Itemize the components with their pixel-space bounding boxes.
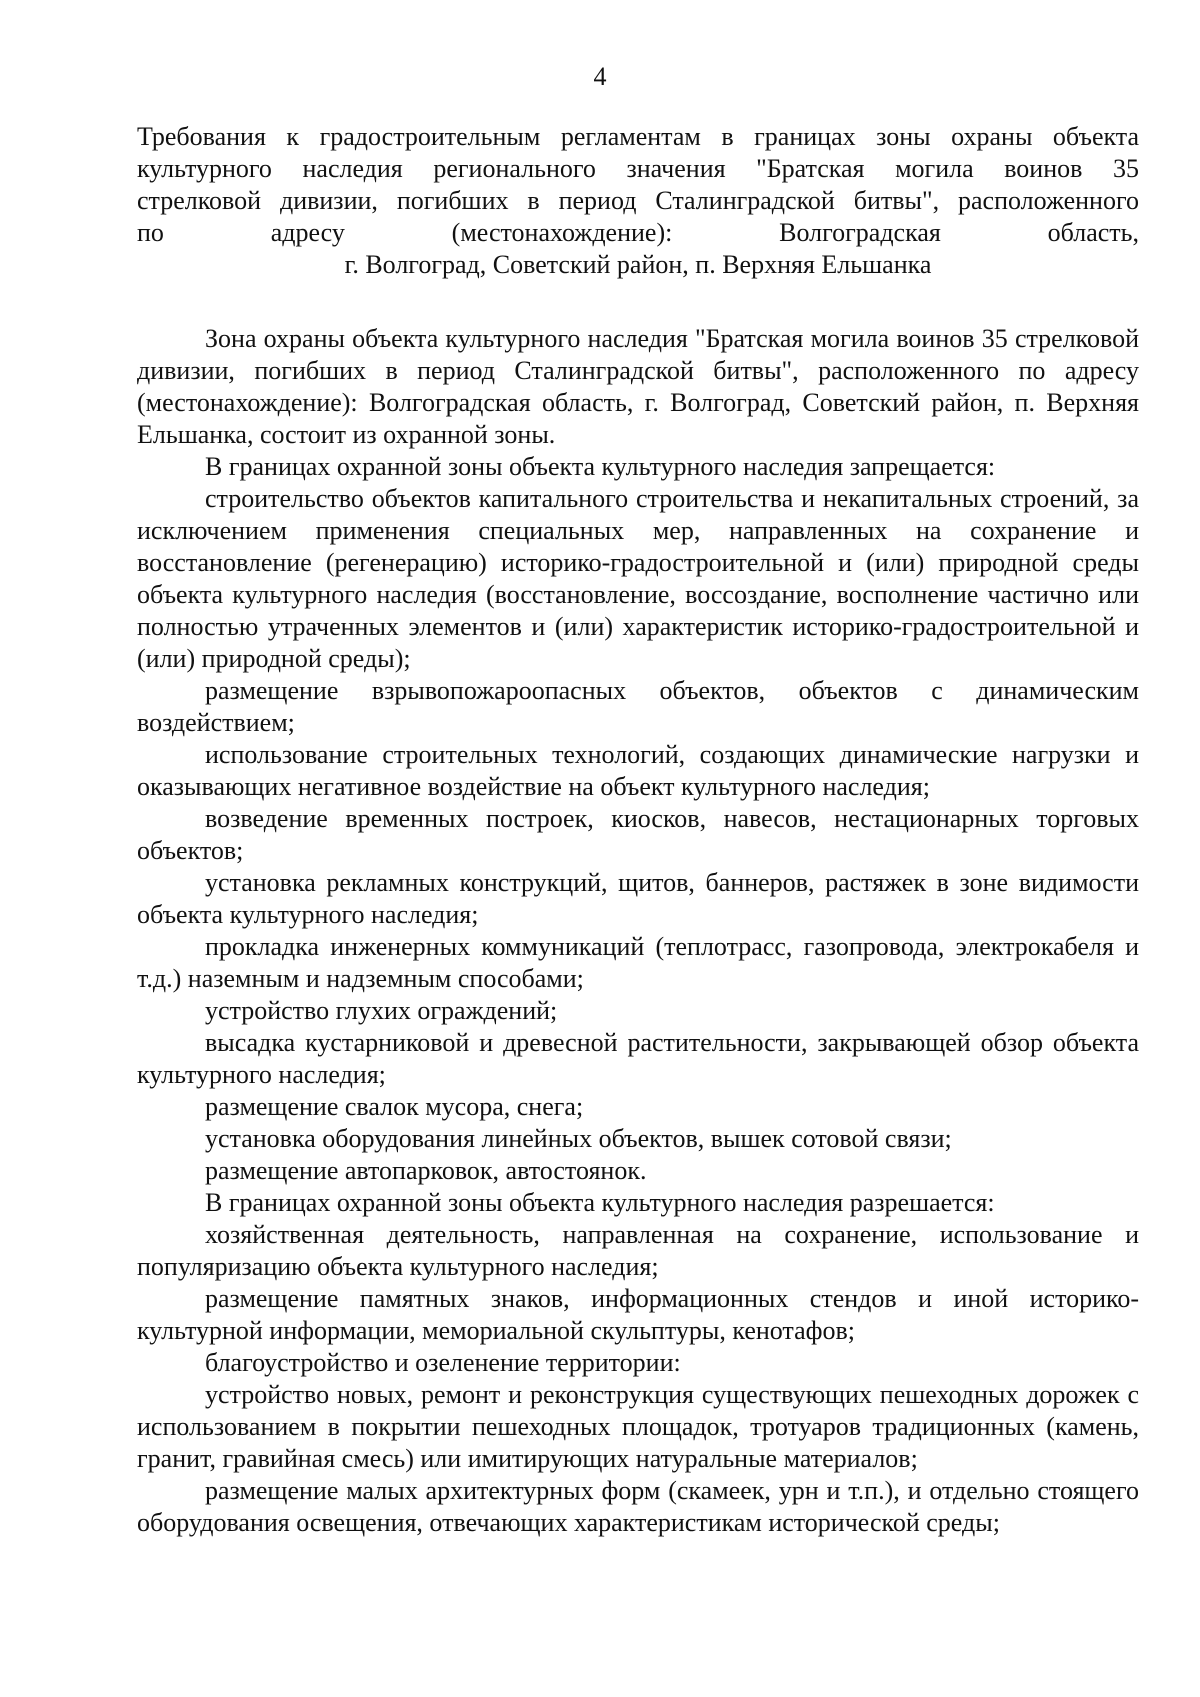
heading-line: Требования к градостроительным регламентам в границах зоны охраны объекта	[137, 122, 1139, 151]
document-content	[137, 121, 1139, 1539]
paragraph-list-item: использование строительных технологий, создающих динамические нагрузки и оказывающих негативное воздействие на объект культурного наследия;	[137, 740, 1139, 801]
paragraph-list-item: установка рекламных конструкций, щитов, баннеров, растяжек в зоне видимости объекта культурного наследия;	[137, 868, 1139, 929]
paragraph-zone-composition: Зона охраны объекта культурного наследия "Братская могила воинов 35 стрелковой дивизии, погибших в период Сталинградской битвы", расположенного по адресу (местонахождение): Волгоградская область, г. Волгоград, Советский район, п. Верхняя Ельшанка, состоит из охранной зоны.	[137, 324, 1139, 449]
paragraph-list-item: установка оборудования линейных объектов, вышек сотовой связи;	[205, 1124, 952, 1153]
heading-line: по адресу (местонахождение): Волгоградская область,	[137, 218, 1139, 247]
paragraph-list-item: строительство объектов капитального строительства и некапитальных строений, за исключением применения специальных мер, направленных на сохранение и восстановление (регенерацию) историко-градостроительной и (или) природной среды объекта культурного наследия (восстановление, воссоздание, восполнение частично или полностью утраченных элементов и (или) характеристик историко-градостроительной и (или) природной среды);	[137, 484, 1139, 673]
paragraph-list-item: прокладка инженерных коммуникаций (теплотрасс, газопровода, электрокабеля и т.д.) наземным и надземным способами;	[137, 932, 1139, 993]
heading-line: г. Волгоград, Советский район, п. Верхняя Ельшанка	[344, 250, 932, 279]
paragraph-list-item: размещение памятных знаков, информационных стендов и иной историко-культурной информации, мемориальной скульптуры, кенотафов;	[137, 1284, 1139, 1345]
paragraph-prohibited-intro: В границах охранной зоны объекта культурного наследия запрещается:	[205, 452, 996, 481]
paragraph-list-item: устройство новых, ремонт и реконструкция существующих пешеходных дорожек с использованием в покрытии пешеходных площадок, тротуаров традиционных (камень, гранит, гравийная смесь) или имитирующих натуральные материалов;	[137, 1380, 1139, 1473]
document-body	[137, 323, 1139, 1539]
paragraph-list-item: высадка кустарниковой и древесной растительности, закрывающей обзор объекта культурного наследия;	[137, 1028, 1139, 1089]
paragraph-permitted-intro: В границах охранной зоны объекта культурного наследия разрешается:	[205, 1188, 995, 1217]
paragraph-list-item: благоустройство и озеленение территории:	[205, 1348, 681, 1377]
heading-line: стрелковой дивизии, погибших в период Сталинградской битвы", расположенного	[137, 186, 1139, 215]
paragraph-list-item: устройство глухих ограждений;	[205, 996, 558, 1025]
document-heading	[137, 121, 1139, 281]
paragraph-list-item: размещение взрывопожароопасных объектов, объектов с динамическим воздействием;	[137, 676, 1139, 737]
paragraph-list-item: размещение автопарковок, автостоянок.	[205, 1156, 647, 1185]
paragraph-list-item: хозяйственная деятельность, направленная на сохранение, использование и популяризацию объекта культурного наследия;	[137, 1220, 1139, 1281]
page-number: 4	[593, 62, 607, 91]
paragraph-list-item: размещение свалок мусора, снега;	[205, 1092, 584, 1121]
heading-line: культурного наследия регионального значения "Братская могила воинов 35	[137, 154, 1139, 183]
paragraph-list-item: возведение временных построек, киосков, навесов, нестационарных торговых объектов;	[137, 804, 1139, 865]
paragraph-list-item: размещение малых архитектурных форм (скамеек, урн и т.п.), и отдельно стоящего оборудования освещения, отвечающих характеристикам исторической среды;	[137, 1476, 1139, 1537]
